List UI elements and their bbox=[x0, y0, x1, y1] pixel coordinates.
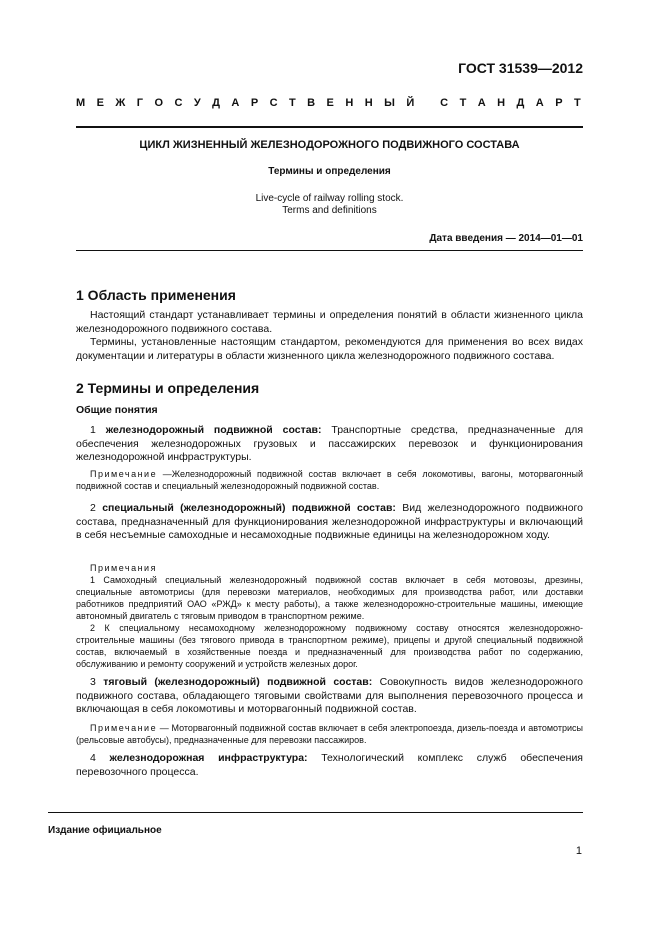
standard-number: ГОСТ 31539—2012 bbox=[458, 60, 583, 76]
banner-letter: Д bbox=[212, 97, 220, 109]
banner-letter: Й bbox=[406, 97, 415, 109]
banner-letter: Т bbox=[288, 97, 296, 109]
banner-letter: В bbox=[307, 97, 316, 109]
term-3-number: 3 bbox=[90, 676, 96, 688]
term-1-note-text: —Железнодорожный подвижной состав включает в себя локомотивы, вагоны, моторвагонный подвижной состав и специальный железнодорожный подвижной состав. bbox=[76, 469, 583, 491]
term-4-definition: Технологический комплекс служб обеспечения перевозочного процесса. bbox=[76, 752, 583, 778]
term-1-note-label: Примечание bbox=[90, 469, 158, 479]
banner-letter: У bbox=[193, 97, 201, 109]
term-2-number: 2 bbox=[90, 502, 96, 514]
section-1-heading: 1 Область применения bbox=[76, 287, 236, 303]
banner-letter: А bbox=[231, 97, 240, 109]
term-4-number: 4 bbox=[90, 752, 96, 764]
term-3-note bbox=[76, 722, 583, 746]
term-3-definition: Совокупность видов железнодорожного подвижного состава, обладающего тяговыми свойствами для выполнения перевозочного процесса и включающая в себя локомотивы и моторвагонный подвижной состав. bbox=[76, 676, 584, 715]
section-2-heading: 2 Термины и определения bbox=[76, 380, 260, 396]
term-1-name: железнодорожный подвижной состав: bbox=[105, 424, 322, 436]
term-3 bbox=[76, 676, 583, 717]
document-subtitle: Термины и определения bbox=[268, 166, 391, 177]
document-title: ЦИКЛ ЖИЗНЕННЫЙ ЖЕЛЕЗНОДОРОЖНОГО ПОДВИЖНОГО СОСТАВА bbox=[139, 139, 520, 151]
banner-letter: Т bbox=[459, 97, 467, 109]
banner-letter: Г bbox=[136, 97, 144, 109]
term-2-note-2: 2 К специальному несамоходному железнодорожному подвижному составу относятся железнодорожно-строительные машины (без тягового привода в транспортном режиме), прицепы и другой специальный подвижной состав, включаемый в хозяйственные поезда и предназначенный для производства работ по содержанию, обслуживанию и ремонту сооружений и устройств железных дорог. bbox=[76, 623, 583, 669]
banner-letter: О bbox=[154, 97, 164, 109]
date-rule bbox=[76, 250, 583, 251]
term-4-name: железнодорожная инфраструктура: bbox=[109, 752, 308, 764]
banner-letter: Н bbox=[364, 97, 373, 109]
banner-letter: М bbox=[76, 97, 86, 109]
banner-letter: Е bbox=[96, 97, 104, 109]
english-title-line-2: Terms and definitions bbox=[282, 205, 377, 216]
introduction-date: Дата введения — 2014—01—01 bbox=[429, 233, 583, 244]
banner-letter: Н bbox=[345, 97, 354, 109]
official-edition-label: Издание официальное bbox=[48, 825, 162, 836]
interstate-standard-banner bbox=[76, 97, 581, 109]
banner-letter bbox=[426, 97, 429, 109]
banner-letter: А bbox=[535, 97, 544, 109]
term-1-definition: Транспортные средства, предназначенные для обеспечения железнодорожных грузовых и пассажирских перевозок и функционирования железнодорожной инфраструктуры. bbox=[76, 424, 583, 463]
banner-letter: С bbox=[174, 97, 183, 109]
banner-letter: Д bbox=[516, 97, 525, 109]
section-1-paragraph-2: Термины, установленные настоящим стандартом, рекомендуются для применения во всех видах документации и литературы в области жизненного цикла железнодорожного подвижного состава. bbox=[76, 336, 583, 362]
general-concepts-heading: Общие понятия bbox=[76, 404, 158, 416]
notes-label-text: Примечания bbox=[90, 563, 157, 573]
section-1-paragraph-1: Настоящий стандарт устанавливает термины и определения понятий в области жизненного цикла железнодорожного подвижного состава. bbox=[76, 309, 583, 335]
banner-letter: Н bbox=[497, 97, 506, 109]
term-3-note-label: Примечание bbox=[90, 723, 158, 733]
banner-letter: Ы bbox=[384, 97, 395, 109]
banner-letter: С bbox=[269, 97, 278, 109]
term-2-definition: Вид железнодорожного подвижного состава, предназначенный для функционирования железнодорожной инфраструктуры и включающий в себя несъемные самоходные и несамоходные подвижные единицы на железнодорожном ходу. bbox=[76, 502, 583, 541]
term-1 bbox=[76, 424, 583, 465]
banner-letter: С bbox=[440, 97, 449, 109]
banner-letter: Ж bbox=[115, 97, 126, 109]
term-2 bbox=[76, 502, 583, 543]
banner-letter: Р bbox=[250, 97, 259, 109]
term-2-note-1: 1 Самоходный специальный железнодорожный подвижной состав включает в себя мотовозы, дрезины, специальные автомотрисы (для перевозки материалов, необходимых для производства работ, или доставки работников предприятий ОАО «РЖД» к месту работы), а также железнодорожно-строительные машины, имеющие автономный двигатель с тяговым приводом в транспортном режиме. bbox=[76, 575, 583, 621]
term-4 bbox=[76, 752, 583, 779]
page-number: 1 bbox=[575, 845, 582, 857]
banner-letter: Р bbox=[555, 97, 563, 109]
footer-rule bbox=[48, 812, 583, 813]
english-title-line-1: Live-cycle of railway rolling stock. bbox=[255, 193, 404, 204]
banner-letter: Е bbox=[326, 97, 334, 109]
term-1-note bbox=[76, 468, 583, 492]
term-2-notes-label bbox=[76, 562, 583, 574]
banner-letter: Т bbox=[573, 97, 581, 109]
header-rule bbox=[76, 126, 583, 128]
term-3-note-text: — Моторвагонный подвижной состав включает в себя электропоезда, дизель-поезда и автомотрисы (рельсовые автобусы), предназначенные для перевозки пассажиров. bbox=[76, 723, 583, 745]
term-2-name: специальный (железнодорожный) подвижной состав: bbox=[102, 502, 396, 514]
term-3-name: тяговый (железнодорожный) подвижной состав: bbox=[103, 676, 373, 688]
banner-letter: А bbox=[477, 97, 486, 109]
term-1-number: 1 bbox=[90, 424, 96, 436]
